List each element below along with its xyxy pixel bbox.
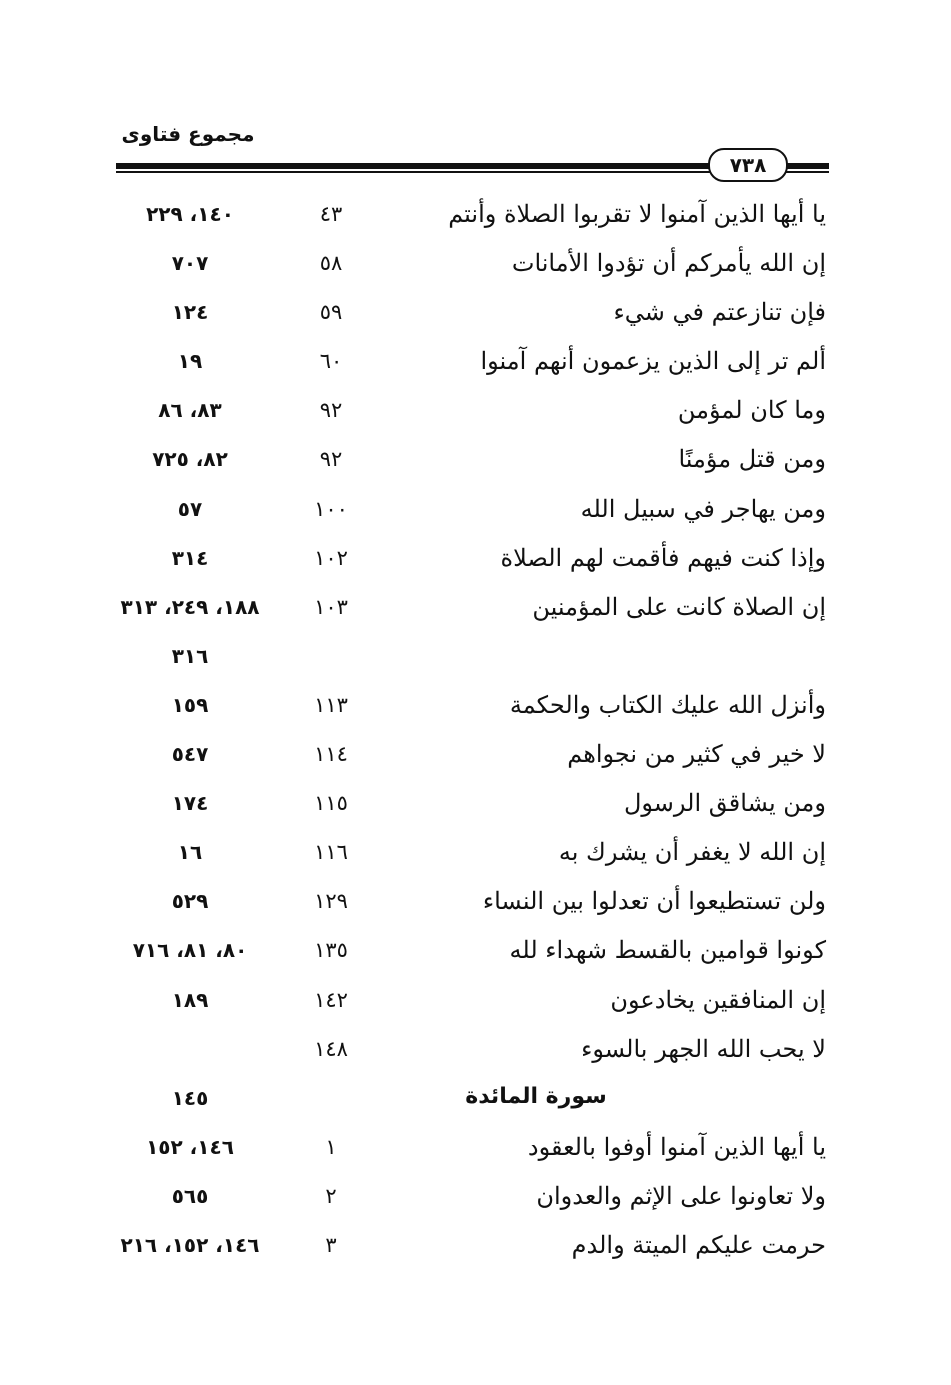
- verse-text: إن المنافقين يخادعون: [610, 985, 826, 1014]
- page-references: ٨٣، ٨٦: [158, 398, 222, 423]
- page-number-badge: [708, 148, 788, 182]
- page-references: ٥٧: [177, 496, 203, 521]
- verse-text: وإذا كنت فيهم فأقمت لهم الصلاة: [500, 543, 826, 572]
- page-references: ٥٢٩: [171, 889, 209, 914]
- index-row: [0, 538, 951, 587]
- ayah-number: ١٠٣: [314, 594, 348, 619]
- index-row: [0, 734, 951, 783]
- ayah-number: ٦٠: [319, 349, 343, 374]
- verse-text: وأنزل الله عليك الكتاب والحكمة: [509, 690, 826, 719]
- index-row: [0, 1127, 951, 1176]
- index-row: [0, 881, 951, 930]
- page-references: ٥٦٥: [171, 1183, 209, 1208]
- page-references: ١٩: [177, 349, 203, 374]
- index-row: [0, 489, 951, 538]
- index-row: [0, 685, 951, 734]
- surah-heading-row: [0, 1078, 951, 1127]
- index-row: [0, 1029, 951, 1078]
- ayah-number: ١: [325, 1134, 337, 1159]
- verse-text: ولن تستطيعوا أن تعدلوا بين النساء: [482, 887, 826, 916]
- index-row: [0, 980, 951, 1029]
- ayah-number: ١٢٩: [314, 889, 348, 914]
- index-row: [0, 390, 951, 439]
- surah-title: سورة المائدة: [465, 1083, 607, 1109]
- page-number: ٧٣٨: [729, 153, 767, 177]
- verse-text: ومن يشاقق الرسول: [623, 789, 826, 818]
- ayah-number: ١٤٨: [314, 1036, 348, 1061]
- page-references: ١٦: [177, 840, 203, 865]
- page-references: ١٨٩: [171, 987, 209, 1012]
- ayah-number: ١٤٢: [314, 987, 348, 1012]
- verse-text: حرمت عليكم الميتة والدم: [571, 1230, 826, 1259]
- verse-text: لا خير في كثير من نجواهم: [567, 740, 826, 769]
- index-row: [0, 587, 951, 636]
- index-row: [0, 243, 951, 292]
- verse-text: ألم تر إلى الذين يزعمون أنهم آمنوا: [480, 347, 826, 376]
- ayah-number: ١١٥: [314, 791, 348, 816]
- ayah-number: ١٠٠: [314, 496, 348, 521]
- ayah-number: ١٣٥: [314, 938, 348, 963]
- ayah-number: ١١٤: [314, 742, 348, 767]
- index-row: [0, 292, 951, 341]
- index-row: [0, 439, 951, 488]
- page-references: ٣١٦: [171, 643, 209, 668]
- index-row: [0, 832, 951, 881]
- index-row: [0, 194, 951, 243]
- ayah-number: ٣: [325, 1232, 337, 1257]
- ayah-number: ٩٢: [319, 447, 343, 472]
- page-references: ٣١٤: [171, 545, 209, 570]
- verse-text: ولا تعاونوا على الإثم والعدوان: [536, 1181, 826, 1210]
- verse-text: لا يحب الله الجهر بالسوء: [581, 1034, 826, 1063]
- verse-text: إن الصلاة كانت على المؤمنين: [532, 592, 826, 621]
- page-references: ١٧٤: [171, 791, 209, 816]
- ayah-number: ١١٣: [314, 692, 348, 717]
- verse-text: يا أيها الذين آمنوا أوفوا بالعقود: [527, 1132, 826, 1161]
- page-references: ٨٠، ٨١، ٧١٦: [132, 938, 248, 963]
- verse-text: وما كان لمؤمن: [677, 396, 826, 425]
- verse-text: إن الله يأمركم أن تؤدوا الأمانات: [511, 249, 826, 278]
- verse-text: إن الله لا يغفر أن يشرك به: [558, 838, 826, 867]
- ayah-number: ٥٨: [319, 251, 343, 276]
- running-header-title: مجموع فتاوى: [121, 122, 255, 146]
- ayah-number: ٩٢: [319, 398, 343, 423]
- index-row: [0, 341, 951, 390]
- verse-text: يا أيها الذين آمنوا لا تقربوا الصلاة وأنتم: [448, 200, 826, 228]
- index-row: [0, 1225, 951, 1274]
- page-references: ٨٢، ٧٢٥: [152, 447, 228, 472]
- page-references: ٧٠٧: [171, 251, 209, 276]
- page-references: ٥٤٧: [171, 742, 209, 767]
- ayah-number: ٥٩: [319, 300, 343, 325]
- verse-text: ومن يهاجر في سبيل الله: [580, 494, 826, 523]
- verse-text: ومن قتل مؤمنًا: [678, 445, 826, 474]
- verse-text: فإن تنازعتم في شيء: [613, 298, 826, 327]
- verse-text: كونوا قوامين بالقسط شهداء لله: [509, 936, 826, 965]
- verse-index-table: [0, 194, 951, 1274]
- index-row: [0, 636, 951, 685]
- page-references: ١٤٦، ١٥٢: [146, 1134, 234, 1159]
- page-references: ١٥٩: [171, 692, 209, 717]
- page-references: ١٤٠، ٢٢٩: [146, 202, 234, 226]
- page-references: ١٤٥: [171, 1085, 209, 1110]
- index-row: [0, 930, 951, 979]
- index-row: [0, 1176, 951, 1225]
- page-references: ١٢٤: [171, 300, 209, 325]
- ayah-number: ٢: [325, 1183, 337, 1208]
- ayah-number: ١١٦: [314, 840, 348, 865]
- page-references: ١٨٨، ٢٤٩، ٣١٣: [120, 594, 260, 619]
- ayah-number: ٤٣: [319, 202, 343, 226]
- ayah-number: ١٠٢: [314, 545, 348, 570]
- page-references: ١٤٦، ١٥٢، ٢١٦: [120, 1232, 260, 1257]
- index-row: [0, 783, 951, 832]
